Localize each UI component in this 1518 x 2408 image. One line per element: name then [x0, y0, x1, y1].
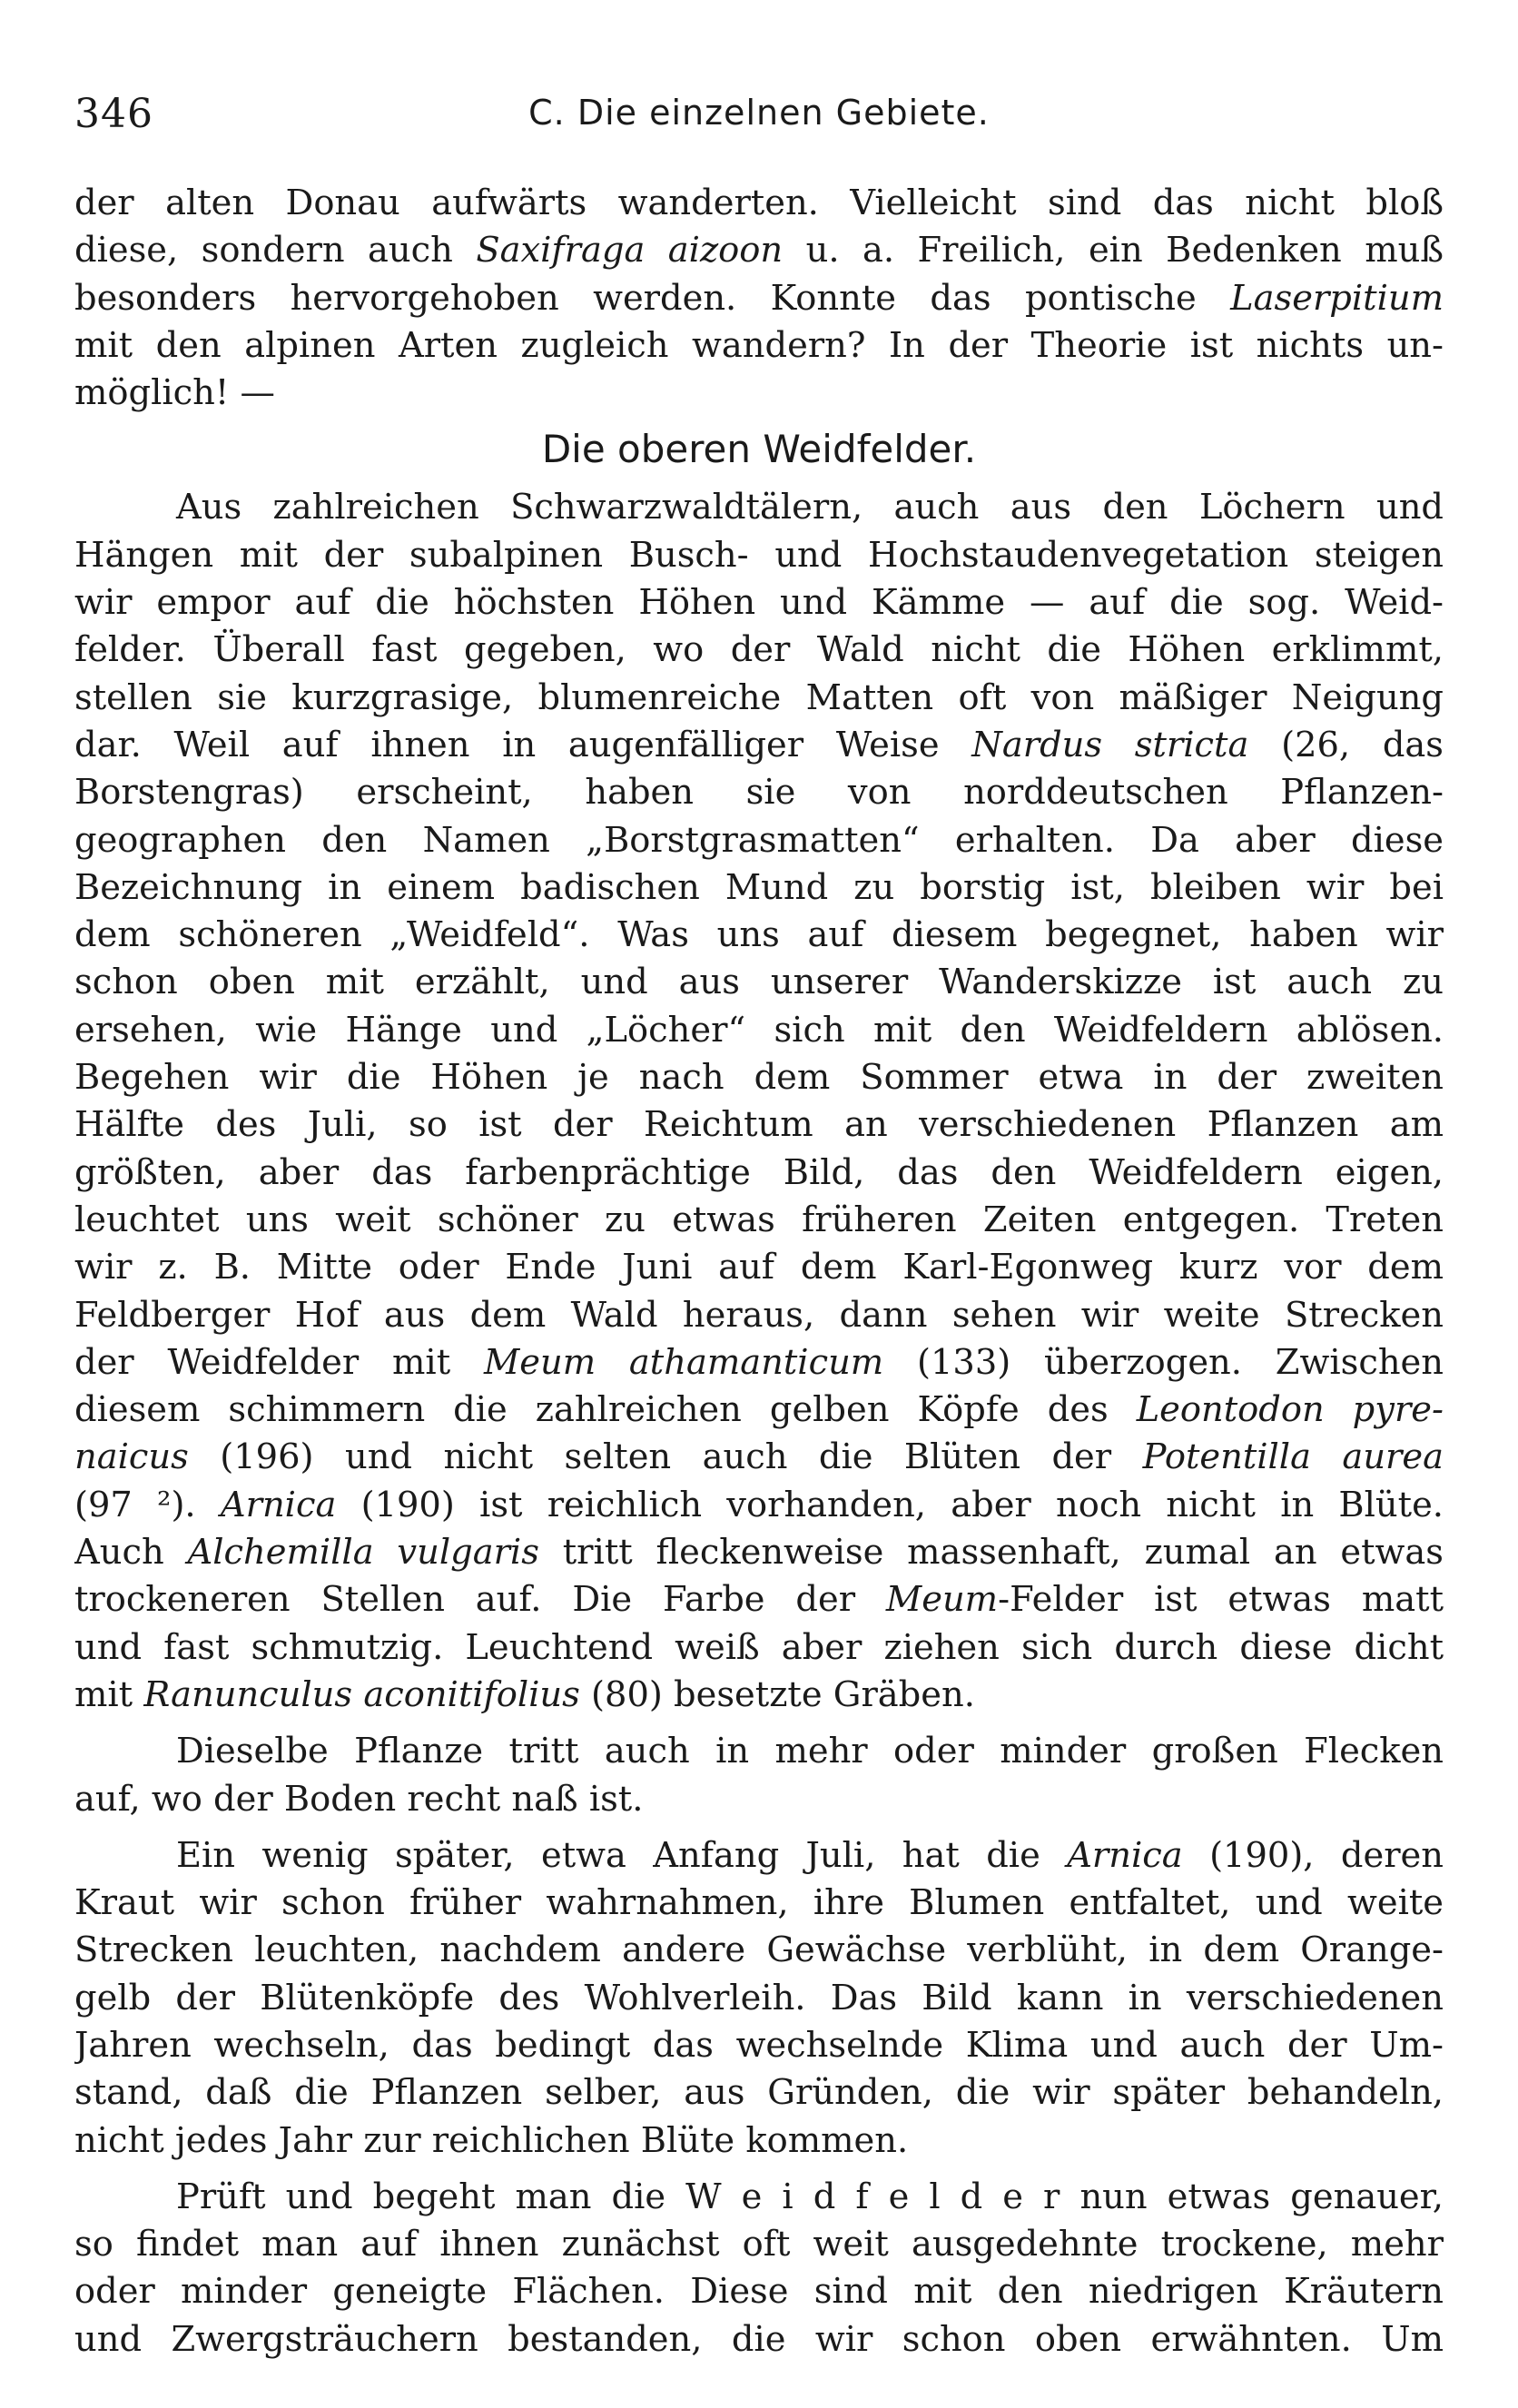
text-line: Hälfte des Juli, so ist der Reichtum an verschiedenen Pflanzen am — [74, 1104, 1444, 1146]
text-line: der Weidfelder mit Meum athamanticum (133) überzogen. Zwischen — [74, 1341, 1444, 1383]
text-line: Feldberger Hof aus dem Wald heraus, dann sehen wir weite Strecken — [74, 1294, 1444, 1336]
text-line: oder minder geneigte Flächen. Diese sind mit den niedrigen Kräutern — [74, 2271, 1444, 2313]
text-line: mit Ranunculus aconitifolius (80) besetzte Gräben. — [74, 1673, 975, 1715]
text-line: wir z. B. Mitte oder Ende Juni auf dem Karl-Egonweg kurz vor dem — [74, 1247, 1444, 1288]
text-line: Auch Alchemilla vulgaris tritt fleckenweise massenhaft, zumal an etwas — [74, 1532, 1444, 1574]
text-line: Kraut wir schon früher wahrnahmen, ihre Blumen entfaltet, und weite — [74, 1882, 1444, 1924]
text-line: dar. Weil auf ihnen in augenfälliger Weise Nardus stricta (26, das — [74, 724, 1444, 765]
text-line: der alten Donau aufwärts wanderten. Vielleicht sind das nicht bloß — [74, 183, 1444, 223]
text-line: auf, wo der Boden recht naß ist. — [74, 1778, 644, 1820]
text-line: nicht jedes Jahr zur reichlichen Blüte kommen. — [74, 2119, 909, 2161]
text-line: (97 ²). Arnica (190) ist reichlich vorhanden, aber noch nicht in Blüte. — [74, 1484, 1444, 1525]
text-line: wir empor auf die höchsten Höhen und Kämme — auf die sog. Weid- — [74, 582, 1444, 624]
text-line: diesem schimmern die zahlreichen gelben Köpfe des Leontodon pyre- — [74, 1389, 1444, 1431]
text-line: mit den alpinen Arten zugleich wandern? In der Theorie ist nichts un- — [74, 324, 1444, 366]
text-line: leuchtet uns weit schöner zu etwas früheren Zeiten entgegen. Treten — [74, 1199, 1444, 1240]
text-line: möglich! — — [74, 372, 275, 414]
text-line: größten, aber das farbenprächtige Bild, das den Weidfeldern eigen, — [74, 1151, 1444, 1193]
text-line: Bezeichnung in einem badischen Mund zu borstig ist, bleiben wir bei — [74, 866, 1444, 908]
text-line: und Zwergsträuchern bestanden, die wir schon oben erwähnten. Um — [74, 2318, 1444, 2360]
text-line: so findet man auf ihnen zunächst oft weit ausgedehnte trockene, mehr — [74, 2224, 1444, 2265]
text-line: Dieselbe Pflanze tritt auch in mehr oder minder großen Flecken — [176, 1731, 1444, 1772]
text-line: felder. Überall fast gegeben, wo der Wald nicht die Höhen erklimmt, — [74, 629, 1444, 671]
text-line: besonders hervorgehoben werden. Konnte das pontische Laserpitium — [74, 277, 1444, 319]
text-line: und fast schmutzig. Leuchtend weiß aber ziehen sich durch diese dicht — [74, 1626, 1444, 1668]
text-line: geographen den Namen „Borstgrasmatten“ erhalten. Da aber diese — [74, 819, 1444, 861]
text-line: Hängen mit der subalpinen Busch- und Hochstaudenvegetation steigen — [74, 534, 1444, 576]
text-line: ersehen, wie Hänge und „Löcher“ sich mit den Weidfeldern ablösen. — [74, 1009, 1444, 1051]
text-line: diese, sondern auch Saxifraga aizoon u. a. Freilich, ein Bedenken muß — [74, 230, 1444, 271]
text-line: Jahren wechseln, das bedingt das wechselnde Klima und auch der Um- — [74, 2024, 1444, 2066]
text-line: Ein wenig später, etwa Anfang Juli, hat die Arnica (190), deren — [176, 1834, 1444, 1876]
text-line: trockeneren Stellen auf. Die Farbe der Meum-Felder ist etwas matt — [74, 1579, 1444, 1621]
text-line: naicus (196) und nicht selten auch die Blüten der Potentilla aurea — [74, 1436, 1444, 1478]
text-line: stand, daß die Pflanzen selber, aus Gründen, die wir später behandeln, — [74, 2072, 1444, 2114]
text-line: Prüft und begeht man die W e i d f e l d e r nun etwas genauer, — [176, 2176, 1444, 2217]
text-line: Begehen wir die Höhen je nach dem Sommer etwa in der zweiten — [74, 1057, 1444, 1099]
text-line: Borstengras) erscheint, haben sie von norddeutschen Pflanzen- — [74, 772, 1444, 814]
text-line: Aus zahlreichen Schwarzwaldtälern, auch aus den Löchern und — [176, 487, 1444, 528]
page-header — [74, 91, 1444, 145]
text-line: Strecken leuchten, nachdem andere Gewächse verblüht, in dem Orange- — [74, 1929, 1444, 1971]
text-line: stellen sie kurzgrasige, blumenreiche Matten oft von mäßiger Neigung — [74, 676, 1444, 718]
text-line: gelb der Blütenköpfe des Wohlverleih. Das Bild kann in verschiedenen — [74, 1977, 1444, 2018]
text-line: dem schöneren „Weidfeld“. Was uns auf diesem begegnet, haben wir — [74, 914, 1444, 956]
page-number: 346 — [74, 91, 153, 137]
body-text — [74, 180, 1444, 2364]
running-head: C. Die einzelnen Gebiete. — [528, 93, 990, 133]
section-heading: Die oberen Weidfelder. — [541, 427, 977, 472]
text-line: schon oben mit erzählt, und aus unserer Wanderskizze ist auch zu — [74, 962, 1444, 1003]
